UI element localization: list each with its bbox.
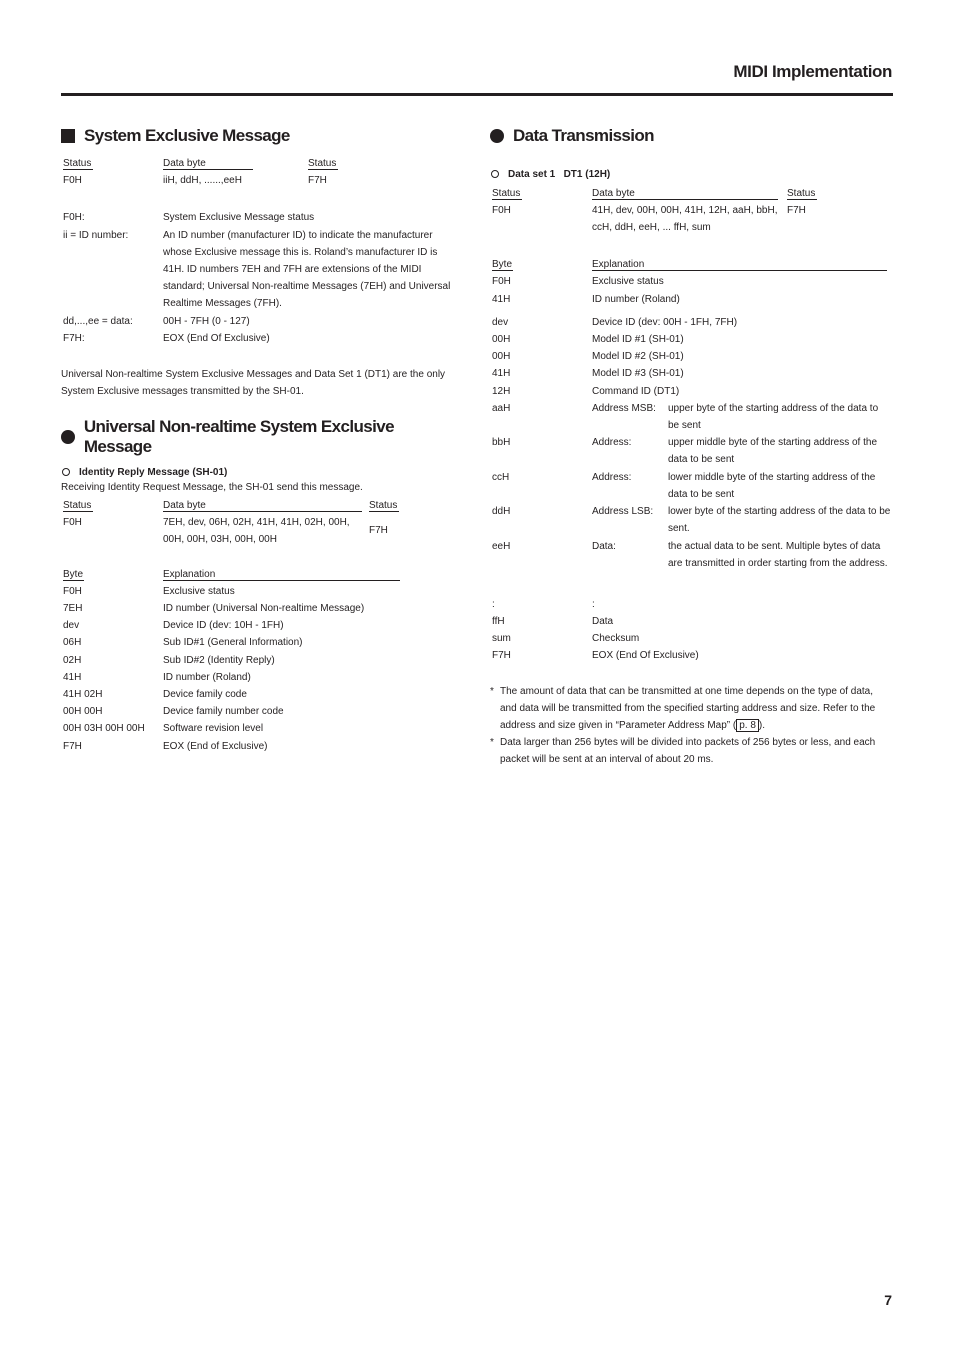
col-data-byte: Data byte (163, 158, 206, 169)
header-rule (61, 93, 893, 96)
address-row: bbH Address: upper middle byte of the starting address of the data to be sent (492, 437, 878, 466)
dt1-byte-list (490, 273, 892, 307)
byte-row: ffH Data (492, 615, 614, 627)
def-row: ii = ID number: An ID number (manufacturer ID) to indicate the manufacturer whose Exclusive message this is. Roland’s manufacturer ID is 41H. ID numbers 7EH and 7FH are extensions of the MIDI standard; Universal Non-realtime Messages (7EH) and Universal Realtime Messages (7FH). (63, 229, 451, 310)
col-status-end: Status (308, 158, 337, 169)
byte-row: 41H ID number (Roland) (492, 293, 680, 305)
footnote: * The amount of data that can be transmitted at one time depends on the type of data, and data will be transmitted from the specified starting address and size. Refer to the address and size given in “Parameter Address Map” ( p. 8 ). (490, 686, 876, 732)
subtitle-dt1: Data set 1 DT1 (12H) (490, 167, 892, 181)
page-number: 7 (884, 1292, 892, 1308)
byte-row: 41H ID number (Roland) (63, 671, 251, 683)
hollow-circle-icon (62, 468, 70, 476)
address-row: ddH Address LSB: lower byte of the starting address of the data to be sent. (492, 506, 891, 535)
footnote: * Data larger than 256 bytes will be divided into packets of 256 bytes or less, and each packet will be sent at an interval of about 20 ms. (490, 737, 876, 766)
byte-row: 00H 03H 00H 00H Software revision level (63, 723, 264, 735)
byte-row: dev Device ID (dev: 00H - 1FH, 7FH) (492, 316, 738, 328)
address-row: eeH Data: the actual data to be sent. Multiple bytes of data are transmitted in order starting from the address. (492, 540, 888, 569)
circle-bullet-icon (61, 430, 75, 444)
dt1-address-list (490, 400, 892, 590)
identity-byte-list (61, 583, 461, 755)
byte-row: 00H 00H Device family number code (63, 706, 284, 718)
square-bullet-icon (61, 129, 75, 143)
sysex-paragraph: Universal Non-realtime System Exclusive Messages and Data Set 1 (DT1) are the only System Exclusive messages transmitted by the SH-01. (61, 368, 446, 398)
byte-row: F0H Exclusive status (492, 276, 664, 288)
dt1-table-row: F0H 41H, dev, 00H, 00H, 41H, 12H, aaH, bbH, ccH, ddH, eeH, ... ffH, sum F7H (492, 205, 806, 234)
dt1-table-header: Status Data byte Status (492, 188, 816, 199)
byte-row: F0H Exclusive status (63, 585, 235, 597)
dt1-byte-list (490, 596, 892, 665)
sysex-table-header (61, 155, 461, 172)
byte-row: 00H Model ID #2 (SH-01) (492, 351, 684, 363)
sysex-table-row: F0H iiH, ddH, ......,eeH F7H (63, 175, 327, 187)
section-title-sysex: System Exclusive Message (61, 124, 461, 148)
byte-row: 41H Model ID #3 (SH-01) (492, 368, 684, 380)
identity-byte-header: Byte Explanation (61, 566, 461, 583)
byte-row: 06H Sub ID#1 (General Information) (63, 637, 303, 649)
byte-row: F7H EOX (End of Exclusive) (63, 740, 268, 752)
address-row: aaH Address MSB: upper byte of the starting address of the data to be sent (492, 402, 879, 431)
address-row: ccH Address: lower middle byte of the starting address of the data to be sent (492, 471, 876, 500)
byte-row: 41H 02H Device family code (63, 689, 247, 701)
byte-row: 12H Command ID (DT1) (492, 385, 680, 397)
section-title-transmission: Data Transmission (490, 124, 892, 148)
byte-row: : : (492, 598, 595, 610)
identity-intro: Receiving Identity Request Message, the SH-01 send this message. (61, 482, 363, 494)
identity-table-row: F0H 7EH, dev, 06H, 02H, 41H, 41H, 02H, 00H, 00H, 00H, 03H, 00H, 00H F7H (63, 516, 388, 545)
byte-row: dev Device ID (dev: 10H - 1FH) (63, 620, 284, 632)
subtitle-identity-reply: Identity Reply Message (SH-01) (61, 465, 461, 479)
circle-bullet-icon (490, 129, 504, 143)
def-row: dd,...,ee = data: 00H - 7FH (0 - 127) (63, 315, 250, 327)
byte-row: sum Checksum (492, 633, 640, 645)
byte-row: 7EH ID number (Universal Non-realtime Message) (63, 603, 365, 615)
byte-row: 02H Sub ID#2 (Identity Reply) (63, 654, 275, 666)
col-status: Status (63, 158, 92, 169)
def-row: F7H: EOX (End Of Exclusive) (63, 332, 270, 344)
page-header-title: MIDI Implementation (733, 62, 892, 81)
dt1-byte-header: Byte Explanation (490, 256, 892, 273)
identity-table-header: Status Data byte Status (63, 499, 398, 511)
left-column (61, 124, 461, 755)
dt1-byte-list (490, 314, 892, 400)
def-row: F0H: System Exclusive Message status (63, 212, 315, 224)
page-reference-link[interactable]: p. 8 (736, 719, 759, 732)
hollow-circle-icon (491, 170, 499, 178)
section-title-universal: Universal Non-realtime System Exclusive Message (61, 425, 461, 449)
right-column (490, 124, 892, 768)
byte-row: F7H EOX (End Of Exclusive) (492, 650, 699, 662)
byte-row: 00H Model ID #1 (SH-01) (492, 333, 684, 345)
